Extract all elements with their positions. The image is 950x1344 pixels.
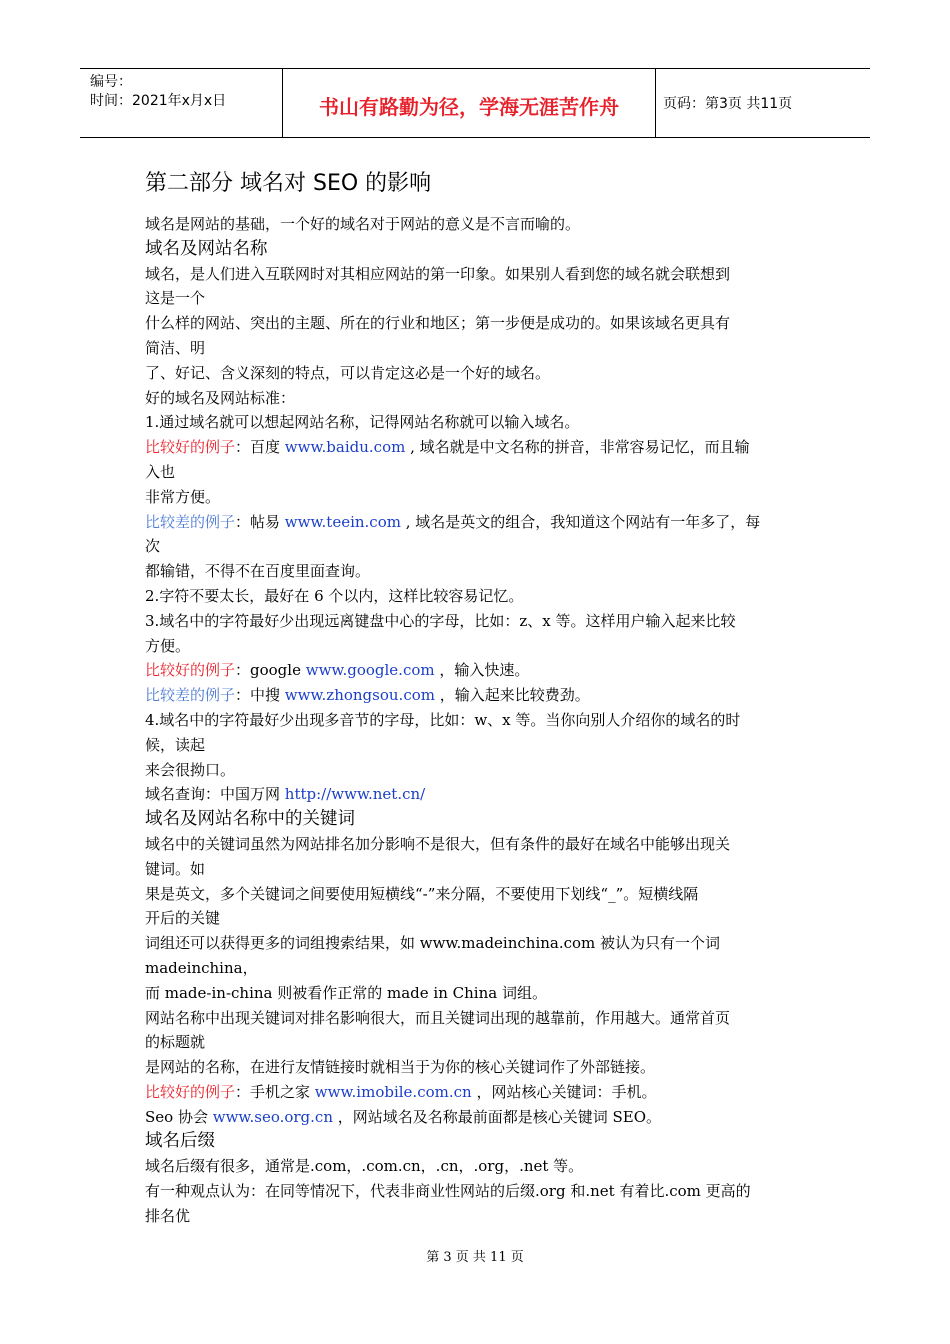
motto: 书山有路勤为径，学海无涯苦作舟 (319, 95, 619, 119)
header-table (80, 68, 870, 138)
section-heading-keywords: 域名及网站名称中的关键词 (145, 809, 355, 830)
example-line (145, 510, 810, 535)
standards-title: 好的域名及网站标准： (145, 388, 296, 407)
link-baidu[interactable]: www.baidu.com (284, 438, 406, 457)
domain-query-line (145, 782, 810, 807)
paragraph-line: 候，读起 (145, 735, 206, 754)
example-text: ：手机之家 (235, 1082, 315, 1101)
paragraph-line: 开后的关键 (145, 909, 221, 928)
paragraph-line: 次 (145, 537, 161, 556)
standard-item-3: 3.域名中的字符最好少出现远离键盘中心的字母，比如：z、x 等。这样用户输入起来比较 (145, 611, 736, 630)
paragraph-line: madeinchina， (145, 958, 258, 977)
paragraph-line: 来会很拗口。 (145, 760, 236, 779)
paragraph-line: 果是英文，多个关键词之间要使用短横线“-”来分隔，不要使用下划线“_”。短横线隔 (145, 884, 699, 903)
header-meta-cell (80, 69, 282, 137)
paragraph-line: 的标题就 (145, 1033, 206, 1052)
header-motto-cell (282, 69, 656, 137)
bad-example-label: 比较差的例子 (145, 686, 236, 705)
section-heading-name: 域名及网站名称 (145, 238, 268, 259)
link-google[interactable]: www.google.com (305, 661, 435, 680)
paragraph-line: 而 made-in-china 则被看作正常的 made in China 词组。 (145, 983, 547, 1002)
good-example-label: 比较好的例子 (145, 1082, 236, 1101)
date-label: 时间：2021年x月x日 (90, 93, 227, 109)
example-text: ：中搜 (235, 686, 285, 705)
paragraph-line: 什么样的网站、突出的主题、所在的行业和地区；第一步便是成功的。如果该域名更具有 (145, 314, 731, 333)
example-text: ：google (235, 661, 306, 680)
example-line (145, 1080, 810, 1105)
paragraph-line: 简洁、明 (145, 338, 206, 357)
example-text: ：百度 (235, 438, 285, 457)
intro-line: 域名是网站的基础，一个好的域名对于网站的意义是不言而喻的。 (145, 215, 581, 233)
paragraph-line: 这是一个 (145, 289, 206, 308)
example-line (145, 1105, 810, 1130)
standard-item-4: 4.域名中的字符最好少出现多音节的字母，比如：w、x 等。当你向别人介绍你的域名的时 (145, 710, 741, 729)
paragraph-line: 都输错，不得不在百度里面查询。 (145, 562, 371, 581)
link-zhongsou[interactable]: www.zhongsou.com (284, 686, 435, 705)
page-title: 第二部分 域名对 SEO 的影响 (145, 171, 432, 196)
paragraph-line: 入也 (145, 462, 176, 481)
example-text: ，网站核心关键词：手机。 (471, 1082, 657, 1101)
page-footer: 第 3 页 共 11 页 (426, 1250, 524, 1265)
good-example-label: 比较好的例子 (145, 661, 236, 680)
query-text: 域名查询：中国万网 (145, 785, 285, 804)
example-line (145, 658, 810, 683)
example-text: Seo 协会 (145, 1107, 213, 1126)
paragraph-line: 方便。 (145, 636, 191, 655)
example-line (145, 435, 810, 460)
header-page-cell (655, 69, 870, 137)
document-body (145, 170, 810, 1229)
link-imobile[interactable]: www.imobile.com.cn (314, 1082, 472, 1101)
link-seo-org[interactable]: www.seo.org.cn (212, 1107, 333, 1126)
example-text: ，输入起来比较费劲。 (434, 686, 590, 705)
bad-example-label: 比较差的例子 (145, 512, 236, 531)
paragraph-line: 是网站的名称，在进行友情链接时就相当于为你的核心关键词作了外部链接。 (145, 1058, 656, 1077)
paragraph-line: 域名中的关键词虽然为网站排名加分影响不是很大，但有条件的最好在域名中能够出现关 (145, 834, 731, 853)
paragraph-line: 域名后缀有很多，通常是.com，.com.cn，.cn，.org，.net 等。 (145, 1157, 584, 1176)
paragraph-line: 域名，是人们进入互联网时对其相应网站的第一印象。如果别人看到您的域名就会联想到 (145, 264, 731, 283)
paragraph-line: 词组还可以获得更多的词组搜索结果，如 www.madeinchina.com 被认为只有一个词 (145, 934, 721, 953)
section-heading-suffix: 域名后缀 (145, 1131, 215, 1152)
example-text: ，输入快速。 (434, 661, 530, 680)
link-teein[interactable]: www.teein.com (284, 512, 401, 531)
paragraph-line: 键词。如 (145, 859, 206, 878)
example-text: , 域名是英文的组合，我知道这个网站有一年多了，每 (400, 512, 761, 531)
paragraph-line: 非常方便。 (145, 487, 221, 506)
paragraph-line: 有一种观点认为：在同等情况下，代表非商业性网站的后缀.org 和.net 有着比.com 更高的 (145, 1182, 751, 1201)
example-text: , 域名就是中文名称的拼音，非常容易记忆，而且输 (405, 438, 750, 457)
example-text: ，网站域名及名称最前面都是核心关键词 SEO。 (332, 1107, 662, 1126)
paragraph-line: 排名优 (145, 1206, 191, 1225)
link-net-cn[interactable]: http://www.net.cn/ (284, 785, 426, 804)
number-label: 编号： (90, 74, 132, 90)
paragraph-line: 了、好记、含义深刻的特点，可以肯定这必是一个好的域名。 (145, 363, 551, 382)
good-example-label: 比较好的例子 (145, 438, 236, 457)
example-text: ：帖易 (235, 512, 285, 531)
example-line (145, 683, 810, 708)
standard-item-1: 1.通过域名就可以想起网站名称，记得网站名称就可以输入域名。 (145, 413, 580, 432)
standard-item-2: 2.字符不要太长，最好在 6 个以内，这样比较容易记忆。 (145, 586, 524, 605)
paragraph-line: 网站名称中出现关键词对排名影响很大，而且关键词出现的越靠前，作用越大。通常首页 (145, 1008, 731, 1027)
page-info: 页码：第3页 共11页 (663, 96, 793, 112)
